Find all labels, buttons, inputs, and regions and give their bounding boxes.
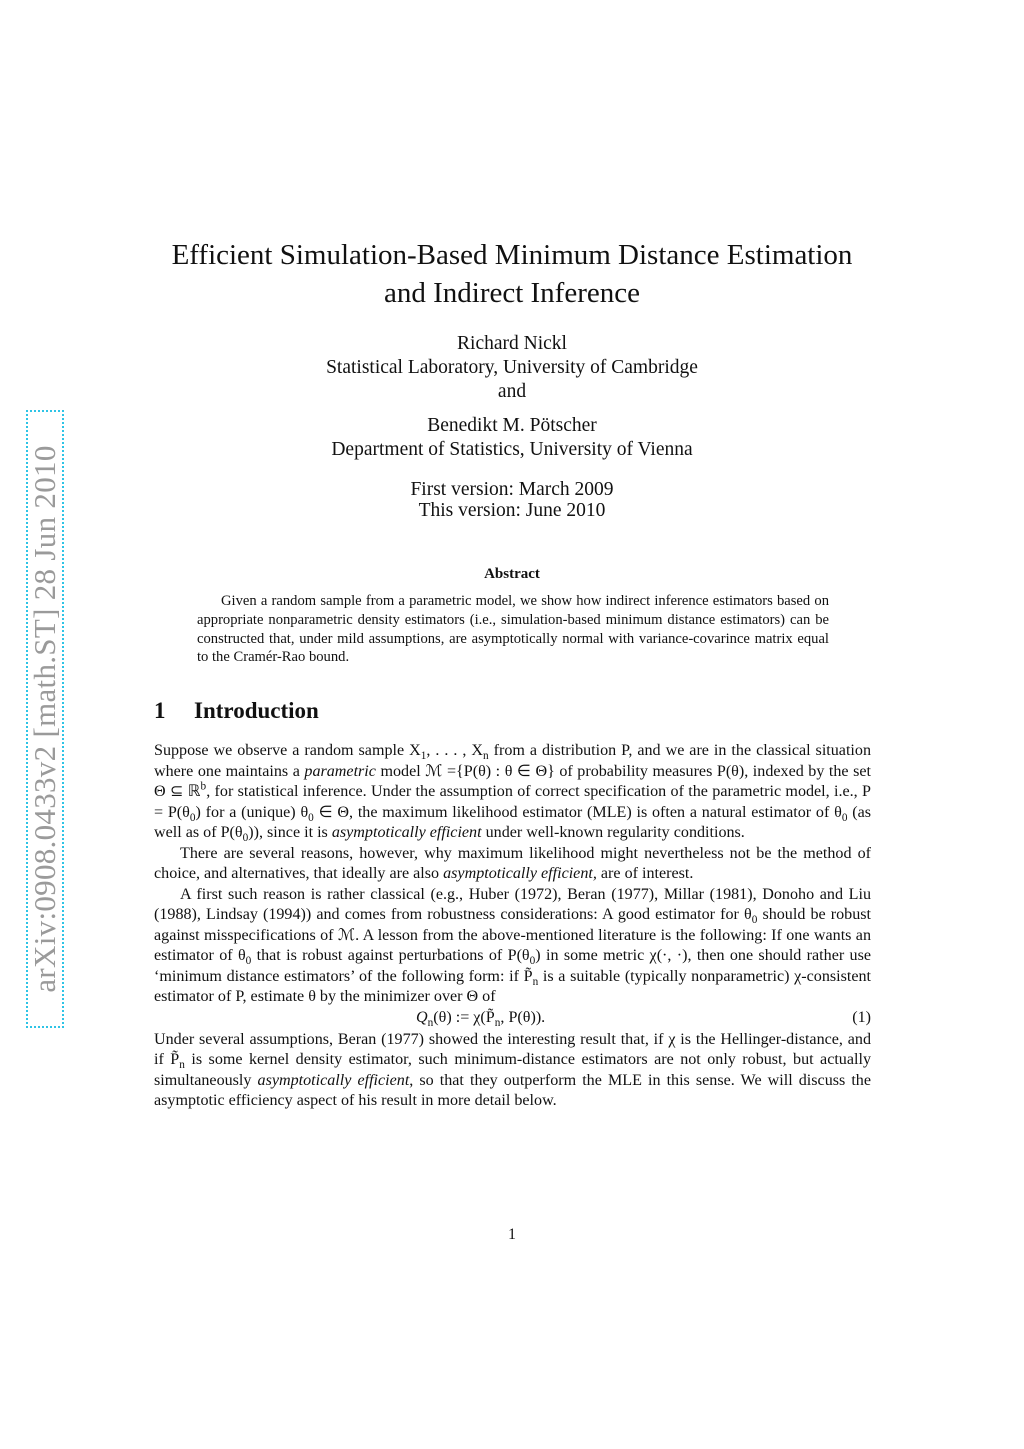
section-heading — [154, 698, 319, 724]
page-number: 1 — [508, 1226, 516, 1243]
first-version: First version: March 2009 — [410, 479, 614, 500]
paragraph: There are several reasons, however, why maximum likelihood might nevertheless not be the method of choice, and alternatives, that ideally are also asymptotically efficient, are of interest. — [154, 844, 871, 882]
author-separator: and — [497, 381, 527, 402]
equation-number: (1) — [852, 1008, 871, 1026]
title-line-2: and Indirect Inference — [383, 277, 640, 309]
section-title: Introduction — [194, 698, 319, 723]
abstract-heading: Abstract — [484, 566, 540, 582]
arxiv-stamp — [26, 410, 64, 1028]
version-block — [200, 479, 824, 521]
author-name: Benedikt M. Pötscher — [427, 415, 597, 436]
paper-title — [120, 236, 904, 312]
title-line-1: Efficient Simulation-Based Minimum Distance Estimation — [171, 239, 853, 271]
this-version: This version: June 2010 — [418, 500, 606, 521]
abstract-text: Given a random sample from a parametric model, we show how indirect inference estimators based on appropriate nonparametric density estimators (i.e., simulation-based minimum distance estimators) can be constructed that, under mild assumptions, are asymptotically normal with variance-covarince matrix equal to the Cramér-Rao bound. — [197, 593, 829, 666]
author-block — [200, 332, 824, 462]
paragraph: Under several assumptions, Beran (1977) showed the interesting result that, if χ is the Hellinger-distance, and if $P̃_n$ is some kernel density estimator, such minimum-distance estimators are not only robust, but actually simultaneously asymptotically efficient, so that they outperform the MLE in this sense. We will discuss the asymptotic efficiency aspect of his result in more detail below. — [154, 1030, 871, 1109]
paragraph: Suppose we observe a random sample $X_1$, . . . , $X_n$ from a distribution P, and we are in the classical situation where one maintains a parametric model ℳ ={P(θ) : θ ∈ Θ} of probability measures P(θ), indexed by the set Θ ⊆ ℝ$^b$, for statistical inference. Under the assumption of correct specification of the parametric model, i.e., $P = P(\theta_0)$ for a (unique) $\theta_0$ ∈ Θ, the maximum likelihood estimator (MLE) is often a natural estimator of $\theta_0$ (as well as of $P(\theta_0)$), since it is asymptotically efficient under well-known regularity conditions. — [154, 742, 872, 845]
body-text — [154, 741, 871, 1112]
equation-1 — [154, 1008, 871, 1030]
author-name: Richard Nickl — [457, 333, 567, 354]
author-affiliation: Department of Statistics, University of Vienna — [331, 439, 693, 460]
author-affiliation: Statistical Laboratory, University of Cambridge — [326, 357, 698, 378]
equation-body: $Q_n(\theta)$ := $\chi(P̃_n$, P(θ)). — [416, 1008, 546, 1029]
section-number: 1 — [154, 698, 166, 723]
paragraph: A first such reason is rather classical (e.g., Huber (1972), Beran (1977), Millar (1981), Donoho and Liu (1988), Lindsay (1994)) and comes from robustness considerations: A good estimator for $\theta_0$ should be robust against misspecifications of ℳ. A lesson from the above-mentioned literature is the following: If one wants an estimator of $\theta_0$ that is robust against perturbations of $P(\theta_0)$ in some metric χ(·, ·), then one should rather use ‘minimum distance estimators’ of the following form: if $P̃_n$ is a suitable (typically nonparametric) χ-consistent estimator of P, estimate θ by the minimizer over Θ of — [154, 885, 872, 1005]
arxiv-id: arXiv:0908.0433v2 [math.ST] 28 Jun 2010 — [27, 445, 62, 993]
